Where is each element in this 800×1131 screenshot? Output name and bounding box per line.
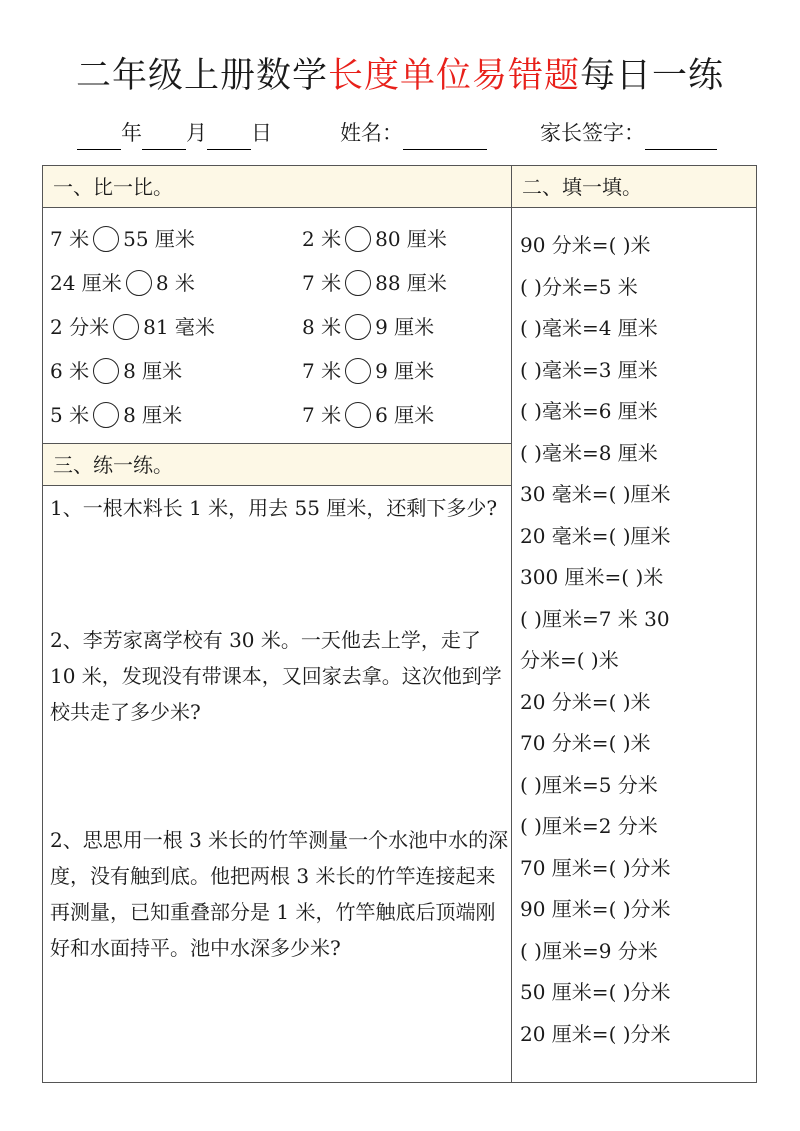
name-blank[interactable] [403,121,487,150]
month-blank[interactable] [142,121,186,150]
compare-left-value: 7 米 [50,227,90,251]
compare-right-value: 88 厘米 [375,271,447,295]
compare-left-value: 6 米 [50,359,90,383]
compare-row [302,397,434,433]
compare-row [50,353,182,389]
compare-right-value: 80 厘米 [375,227,447,251]
column-divider [511,165,512,1083]
fill-list [520,225,756,1055]
compare-row [50,265,195,301]
answer-circle[interactable] [345,402,371,428]
fill-item: ( )厘米=2 分米 [520,814,658,838]
answer-circle[interactable] [93,226,119,252]
fill-item: 50 厘米=( )分米 [520,980,671,1004]
compare-right-value: 9 厘米 [375,359,435,383]
question-1: 1、一根木料长 1 米，用去 55 厘米，还剩下多少? [50,496,498,520]
answer-circle[interactable] [345,314,371,340]
compare-left-value: 7 米 [302,359,342,383]
fill-item: ( )厘米=5 分米 [520,772,658,797]
answer-circle[interactable] [93,402,119,428]
compare-row [302,353,434,389]
fill-item: ( )毫米=3 厘米 [520,357,658,382]
title-grade: 二年级上册数学 [75,56,328,96]
fill-item: 90 分米=( )米 [520,233,651,257]
fill-item: ( )毫米=8 厘米 [520,440,658,465]
fill-item: 300 厘米=( )米 [520,565,664,589]
question-3: 2、思思用一根 3 米长的竹竿测量一个水池中水的深度，没有触到底。他把两根 3 米长的竹竿连接起来再测量，已知重叠部分是 1 米，竹竿触底后顶端刚好和水面持平。池中水深多少米? [50,828,509,960]
section2-header: 二、填一填。 [512,166,756,208]
answer-circle[interactable] [345,358,371,384]
answer-circle[interactable] [126,270,152,296]
answer-circle[interactable] [345,226,371,252]
compare-row [50,309,215,345]
compare-right-value: 8 厘米 [123,403,183,427]
title-topic: 长度单位易错题 [327,56,580,96]
year-blank[interactable] [77,121,121,150]
signature-blank[interactable] [645,121,717,150]
compare-row [302,265,447,301]
section1-header: 一、比一比。 [43,166,511,208]
answer-circle[interactable] [93,358,119,384]
day-blank[interactable] [207,121,251,150]
fill-item: 20 厘米=( )分米 [520,1021,671,1046]
info-line [0,116,800,150]
answer-circle[interactable] [345,270,371,296]
title-daily: 每日一练 [580,56,725,96]
compare-left-value: 7 米 [302,403,342,427]
compare-row [50,221,195,257]
fill-item: 分米=( )米 [520,648,619,672]
question-2: 2、李芳家离学校有 30 米。一天他去上学，走了 10 米，发现没有带课本，又回家去拿。这次他到学校共走了多少米? [50,628,502,724]
fill-item: 30 毫米=( )厘米 [520,482,671,506]
section3-header: 三、练一练。 [43,443,511,486]
fill-item: 90 厘米=( )分米 [520,897,671,921]
fill-item: ( )毫米=4 厘米 [520,316,658,340]
compare-row [302,221,447,257]
compare-left-value: 7 米 [302,271,342,295]
parent-signature-field: 家长签字： [540,116,717,150]
compare-row [302,309,434,345]
fill-item: ( )分米=5 米 [520,274,638,299]
fill-item: 20 分米=( )米 [520,689,651,714]
compare-left-value: 2 分米 [50,315,110,339]
compare-left-value: 2 米 [302,227,342,251]
compare-row [50,397,182,433]
worksheet-title [0,52,800,100]
compare-left-value: 5 米 [50,403,90,427]
compare-right-value: 55 厘米 [123,227,195,251]
compare-right-value: 8 米 [155,271,195,295]
fill-item: 20 毫米=( )厘米 [520,523,671,548]
compare-right-value: 8 厘米 [123,359,183,383]
compare-right-value: 9 厘米 [375,315,435,339]
fill-item: ( )厘米=7 米 30 [520,606,670,631]
fill-item: 70 厘米=( )分米 [520,855,671,880]
compare-left-value: 8 米 [302,315,342,339]
compare-right-value: 81 毫米 [143,315,215,339]
compare-left-value: 24 厘米 [50,271,122,295]
date-field: 年 月 日 [77,116,272,150]
fill-item: 70 分米=( )米 [520,731,651,755]
name-field: 姓名： [340,116,487,150]
answer-circle[interactable] [113,314,139,340]
fill-item: ( )毫米=6 厘米 [520,399,658,423]
compare-right-value: 6 厘米 [375,403,435,427]
fill-item: ( )厘米=9 分米 [520,938,658,963]
